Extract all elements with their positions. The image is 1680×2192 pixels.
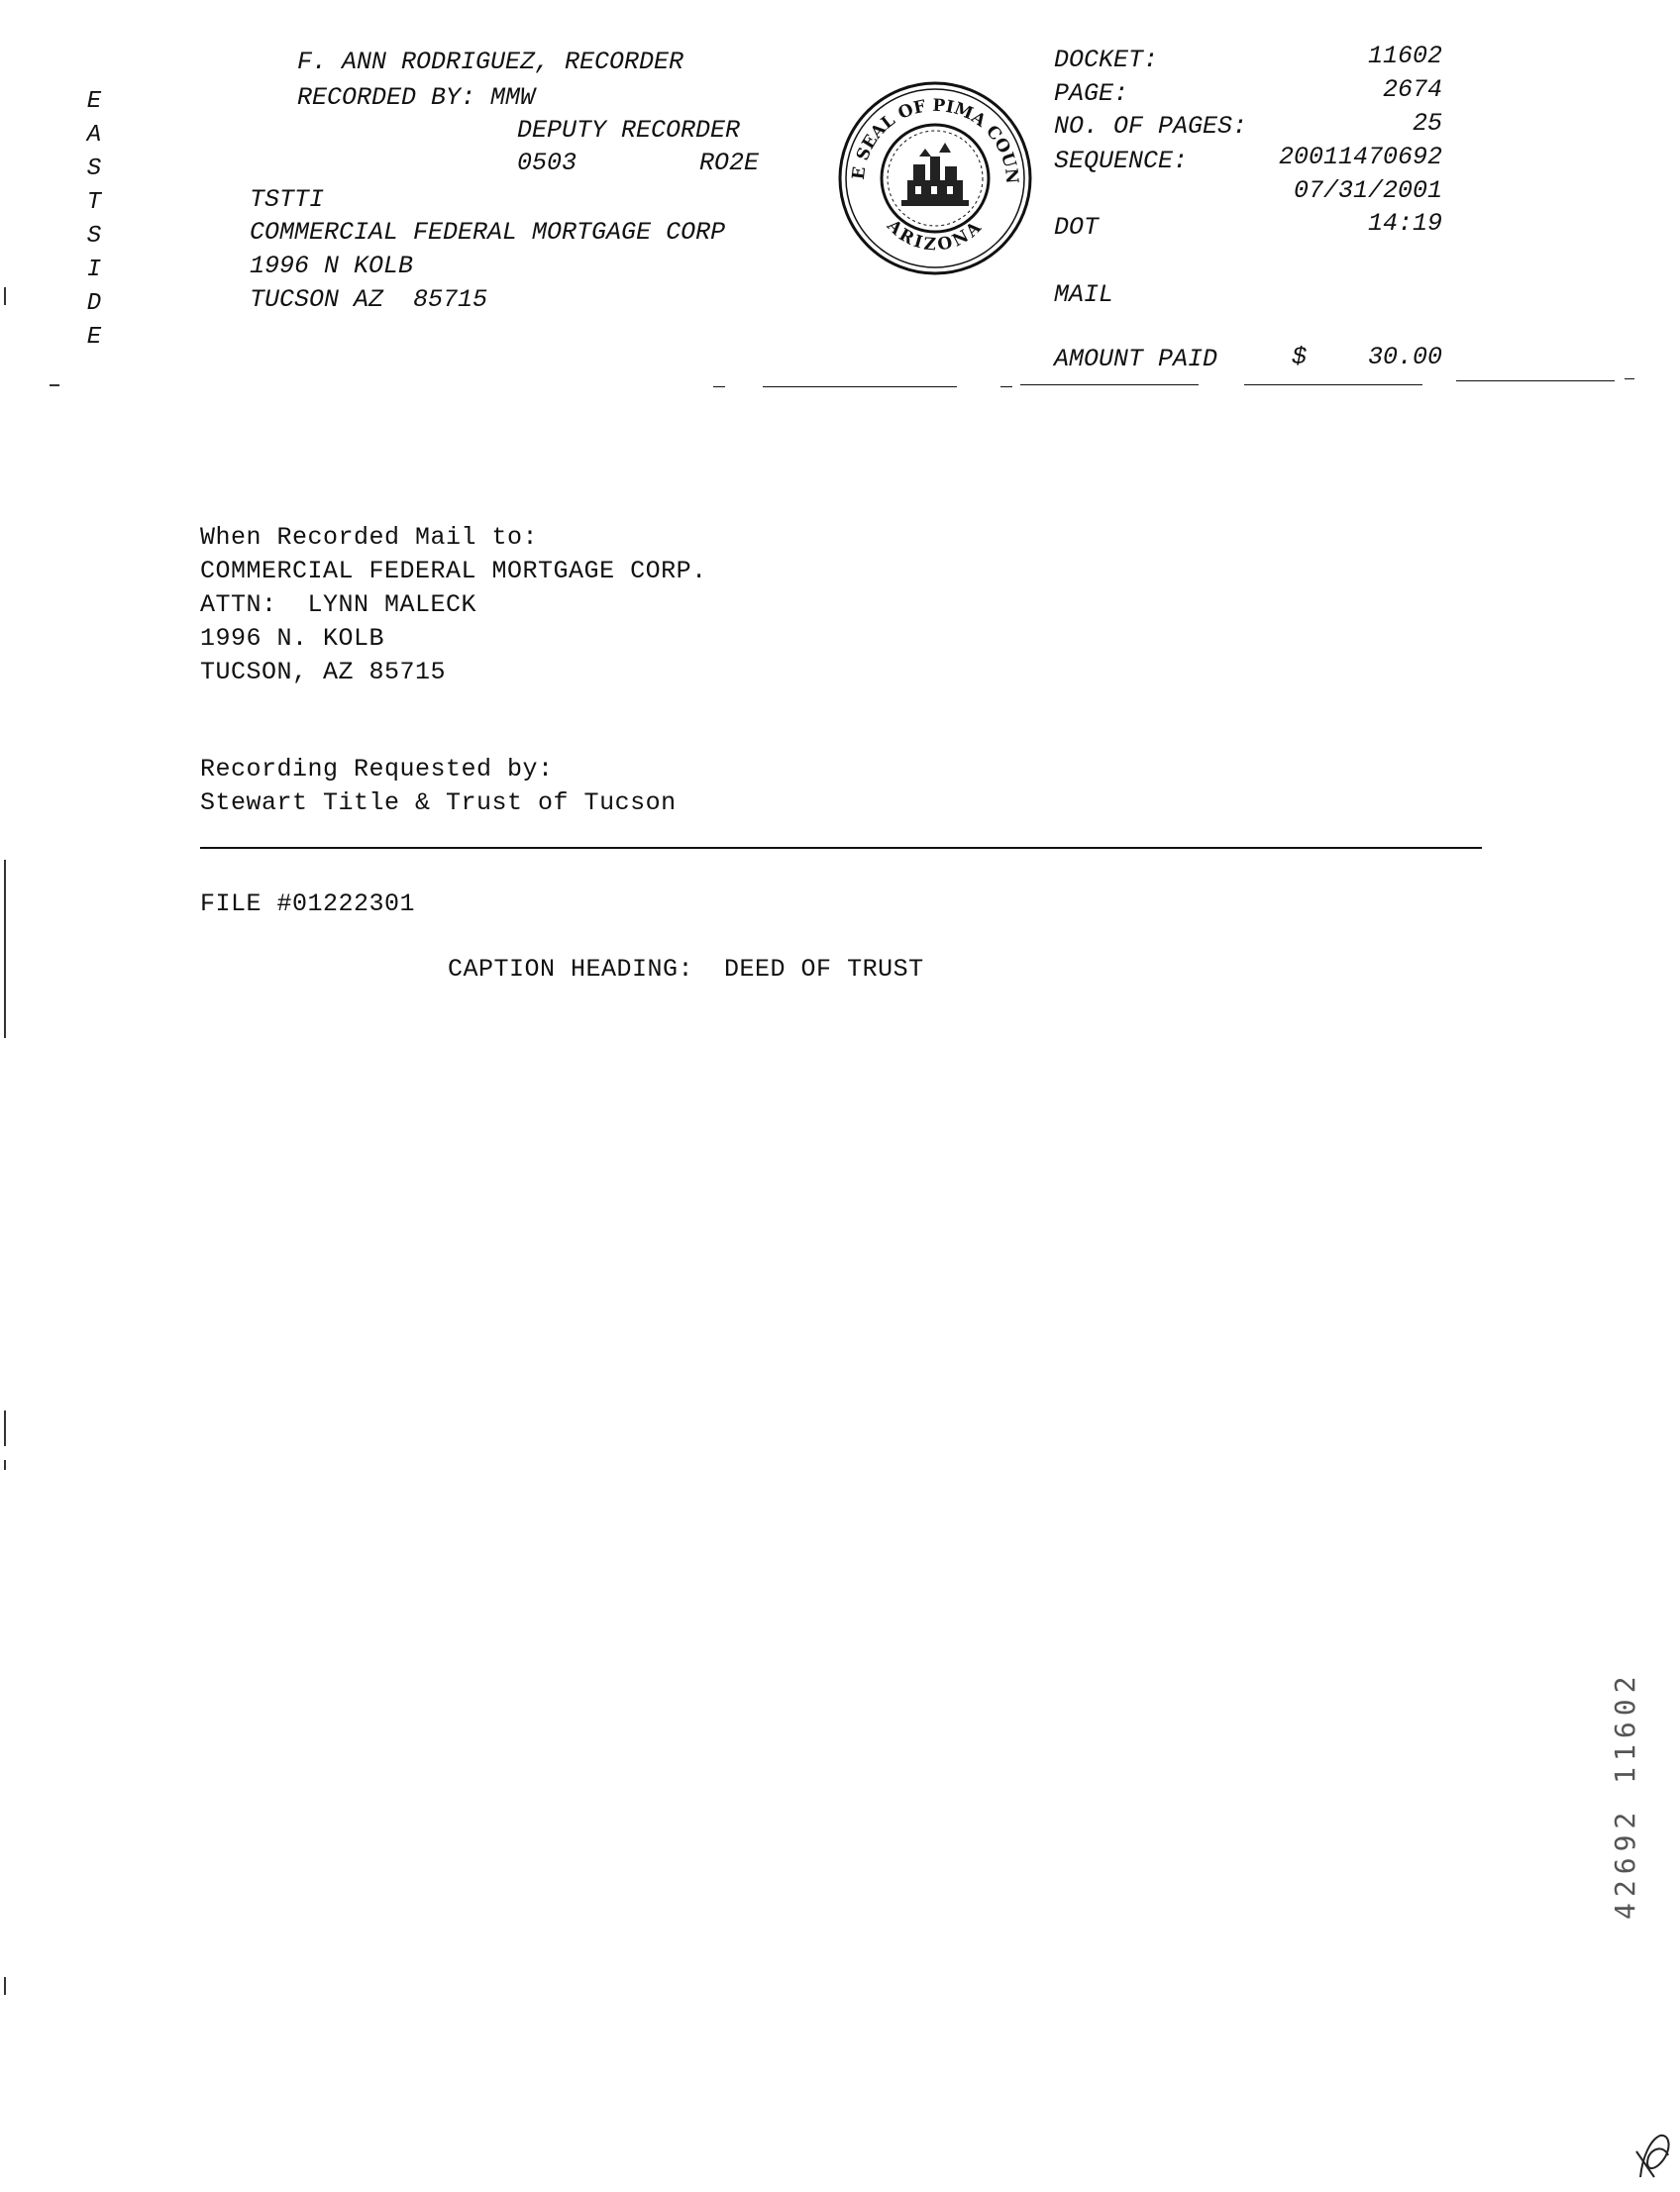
file-number: FILE #01222301: [200, 889, 416, 918]
mail-to-heading: When Recorded Mail to:: [200, 523, 539, 552]
eastside-letter: I: [86, 257, 102, 283]
mail-to-line: ATTN: LYNN MALECK: [200, 590, 477, 619]
docket-value: 11602: [1367, 42, 1442, 70]
side-docket-stamp-text: 42692 11602: [1609, 1670, 1641, 1920]
docket-label: DOCKET:: [1054, 46, 1159, 74]
seal-bottom-text: ARIZONA: [883, 216, 988, 256]
pages-label: NO. OF PAGES:: [1054, 112, 1248, 141]
scan-edge-mark: [4, 860, 6, 1038]
mail-label: MAIL: [1054, 280, 1114, 309]
party-code: TSTTI: [250, 185, 325, 214]
mail-to-line: 1996 N. KOLB: [200, 624, 385, 653]
amount-paid-value: 30.00: [1367, 343, 1442, 371]
eastside-vertical-label: [79, 85, 109, 355]
section-divider: [200, 847, 1482, 849]
party-city: TUCSON AZ 85715: [250, 285, 488, 314]
scan-edge-mark: [4, 1977, 6, 1995]
eastside-letter: S: [86, 223, 102, 250]
page-label: PAGE:: [1054, 79, 1129, 108]
header-rule-segment: [1244, 384, 1422, 385]
seal-top-text: E SEAL OF PIMA COUN: [848, 95, 1022, 185]
handwritten-initial-mark: [1623, 2110, 1672, 2169]
recording-date: 07/31/2001: [1293, 176, 1442, 205]
scan-edge-mark: [50, 384, 59, 386]
mail-to-line: TUCSON, AZ 85715: [200, 658, 447, 686]
deputy-recorder: DEPUTY RECORDER: [517, 116, 741, 145]
sequence-value: 20011470692: [1278, 143, 1442, 171]
header-rule-segment: [1625, 378, 1634, 379]
scan-edge-mark: [4, 287, 6, 305]
eastside-letter: E: [86, 88, 102, 115]
dot-label: DOT: [1054, 213, 1100, 242]
pages-value: 25: [1412, 109, 1442, 138]
side-docket-stamp: [1601, 1583, 1640, 1920]
eastside-letter: T: [86, 189, 102, 216]
party-name: COMMERCIAL FEDERAL MORTGAGE CORP: [250, 218, 726, 247]
seal-graphic: [836, 73, 1034, 281]
mail-to-line: COMMERCIAL FEDERAL MORTGAGE CORP.: [200, 557, 707, 585]
eastside-letter: S: [86, 156, 102, 182]
recorder-code-left: 0503: [517, 149, 578, 177]
header-rule-segment: [1456, 380, 1615, 381]
sequence-label: SEQUENCE:: [1054, 147, 1189, 175]
eastside-letter: A: [86, 122, 102, 149]
scan-edge-mark: [4, 1460, 6, 1470]
header-rule-segment: [713, 386, 725, 387]
amount-currency: $: [1292, 343, 1308, 371]
page-value: 2674: [1382, 75, 1442, 104]
header-rule-segment: [763, 386, 957, 387]
recorder-name: F. ANN RODRIGUEZ, RECORDER: [297, 48, 684, 76]
requested-by-heading: Recording Requested by:: [200, 755, 554, 783]
recording-time: 14:19: [1367, 209, 1442, 238]
recorder-code-right: RO2E: [699, 149, 760, 177]
header-rule-segment: [1000, 386, 1012, 387]
pima-county-seal: [828, 55, 1026, 263]
seal-emblem-icon: [901, 143, 969, 206]
requested-by-name: Stewart Title & Trust of Tucson: [200, 788, 677, 817]
header-rule-segment: [1020, 384, 1199, 385]
caption-heading: CAPTION HEADING: DEED OF TRUST: [448, 955, 924, 984]
eastside-letter: E: [86, 324, 102, 351]
scan-edge-mark: [4, 1410, 6, 1446]
amount-paid-label: AMOUNT PAID: [1054, 345, 1218, 373]
party-address: 1996 N KOLB: [250, 252, 414, 280]
recorded-by: RECORDED BY: MMW: [297, 83, 536, 112]
eastside-letter: D: [86, 290, 102, 317]
